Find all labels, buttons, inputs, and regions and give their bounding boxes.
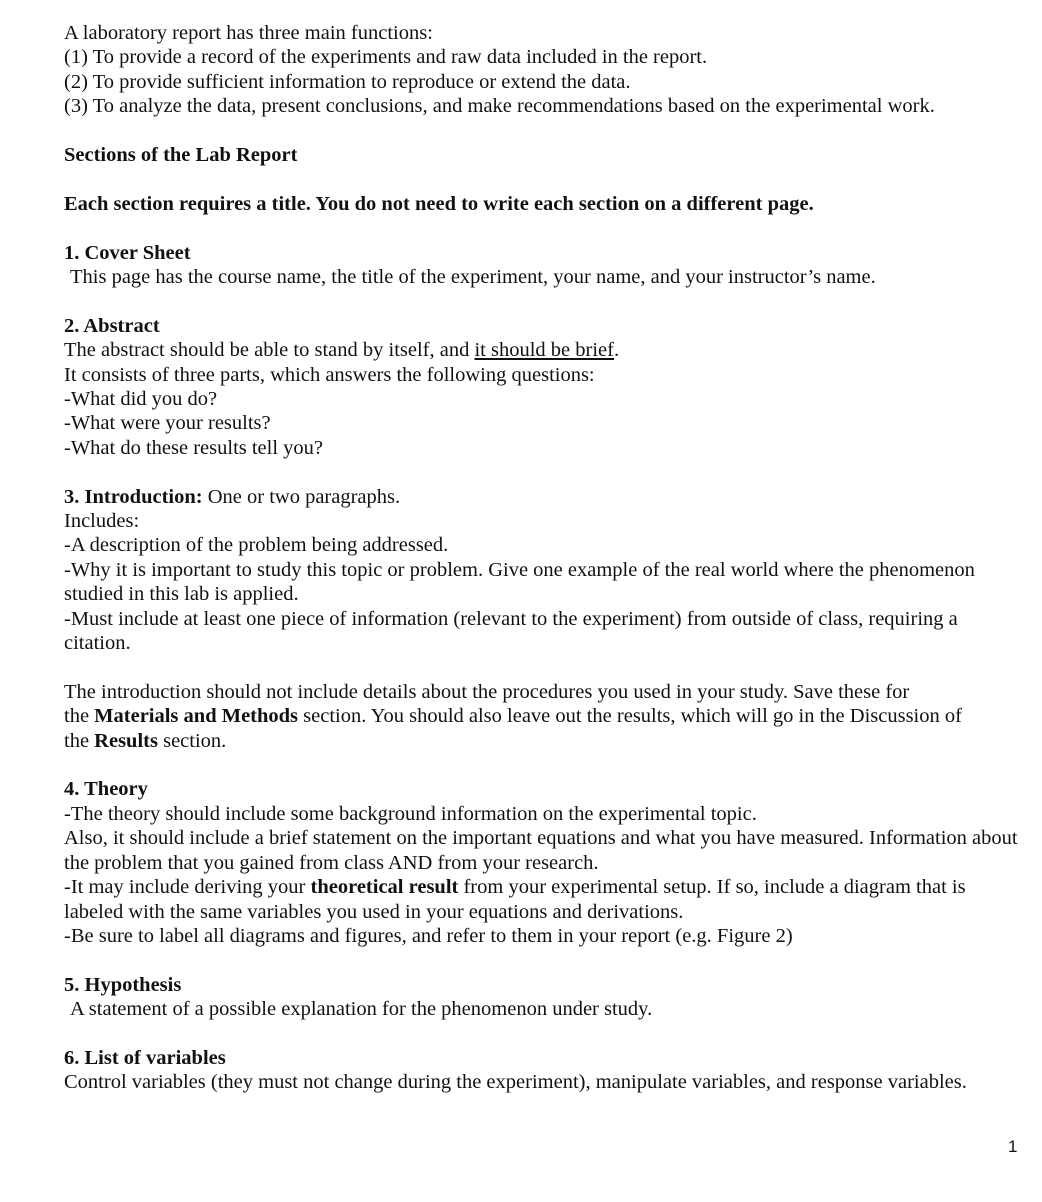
introduction-item-3: -Must include at least one piece of information (relevant to the experiment) from outside of class, requiring a citation. bbox=[64, 607, 958, 655]
hypothesis-text: A statement of a possible explanation for the phenomenon under study. bbox=[70, 998, 653, 1021]
function-item-1: (1) To provide a record of the experiments and raw data included in the report. bbox=[64, 46, 708, 69]
abstract-question-2: -What were your results? bbox=[64, 412, 271, 435]
theory-line-3: -It may include deriving your theoretical result from your experimental setup. If so, include a diagram that is labeled with the same variables you used in your equations and derivations. bbox=[64, 876, 966, 923]
introduction-para-line-2: the Materials and Methods section. You should also leave out the results, which will go in the Discussion of bbox=[64, 705, 962, 728]
cover-sheet-text: This page has the course name, the title of the experiment, your name, and your instructor’s name. bbox=[70, 266, 876, 289]
theory-line-2: Also, it should include a brief statement on the important equations and what you have measured. Information about the problem that you gained from class AND from your research. bbox=[64, 827, 1018, 874]
abstract-line-2: It consists of three parts, which answers the following questions: bbox=[64, 363, 595, 386]
sections-note: Each section requires a title. You do not need to write each section on a different page. bbox=[64, 192, 814, 215]
introduction-para-line-1: The introduction should not include details about the procedures you used in your study. Save these for bbox=[64, 680, 910, 703]
introduction-para-line-3: the Results section. bbox=[64, 729, 227, 752]
abstract-question-3: -What do these results tell you? bbox=[64, 436, 324, 459]
theory-line-1: -The theory should include some background information on the experimental topic. bbox=[64, 802, 757, 825]
hypothesis-title: 5. Hypothesis bbox=[64, 973, 182, 996]
document-body bbox=[64, 21, 1019, 1095]
abstract-title: 2. Abstract bbox=[64, 314, 160, 337]
theory-line-4: -Be sure to label all diagrams and figures, and refer to them in your report (e.g. Figure 2) bbox=[64, 924, 793, 947]
abstract-line-1: The abstract should be able to stand by itself, and it should be brief. bbox=[64, 339, 620, 362]
abstract-underlined-text: it should be brief bbox=[474, 339, 614, 362]
variables-title: 6. List of variables bbox=[64, 1046, 226, 1069]
function-item-3: (3) To analyze the data, present conclusions, and make recommendations based on the experimental work. bbox=[64, 95, 935, 118]
page-number: 1 bbox=[1008, 1137, 1018, 1156]
cover-sheet-title: 1. Cover Sheet bbox=[64, 241, 191, 264]
sections-title: Sections of the Lab Report bbox=[64, 144, 298, 167]
variables-text: Control variables (they must not change during the experiment), manipulate variables, and response variables. bbox=[64, 1071, 967, 1094]
theory-title: 4. Theory bbox=[64, 778, 148, 801]
intro-heading: A laboratory report has three main functions: bbox=[64, 22, 433, 44]
introduction-item-2: -Why it is important to study this topic or problem. Give one example of the real world where the phenomenon studied in this lab is applied. bbox=[64, 558, 975, 606]
introduction-title: 3. Introduction: One or two paragraphs. bbox=[64, 485, 401, 508]
introduction-includes: Includes: bbox=[64, 510, 140, 533]
function-item-2: (2) To provide sufficient information to reproduce or extend the data. bbox=[64, 70, 631, 93]
abstract-question-1: -What did you do? bbox=[64, 388, 218, 411]
introduction-item-1: -A description of the problem being addressed. bbox=[64, 534, 449, 557]
